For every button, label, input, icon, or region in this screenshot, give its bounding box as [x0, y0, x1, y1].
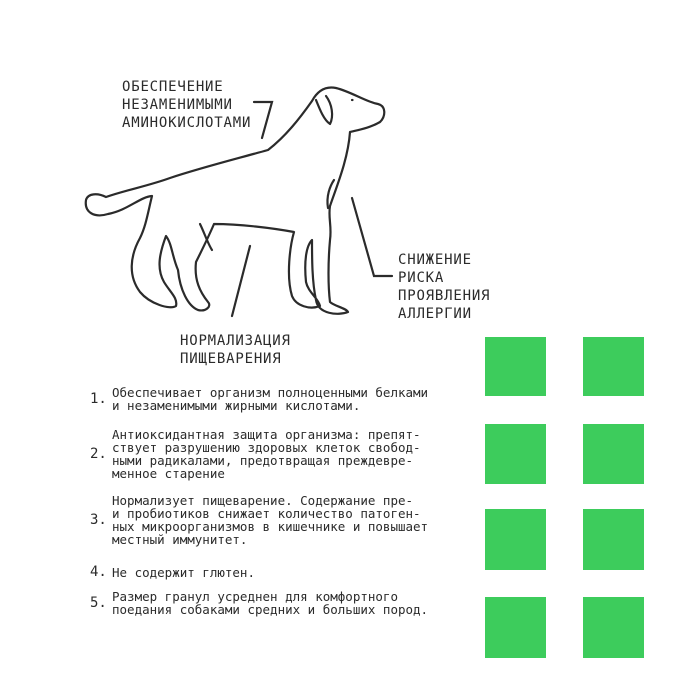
- green-swatch: [583, 337, 644, 396]
- callout-leader-lines: [0, 0, 700, 340]
- callout-allergy: СНИЖЕНИЕ РИСКА ПРОЯВЛЕНИЯ АЛЛЕРГИИ: [398, 252, 491, 322]
- benefit-item-3: [90, 494, 485, 546]
- benefit-text: Нормализует пищеварение. Содержание пре- и пробиотиков снижает количество патоген- ных микроорганизмов в кишечнике и повышает местный иммунитет.: [112, 493, 429, 547]
- amino-leader-line: [254, 102, 272, 138]
- green-swatch: [583, 597, 644, 658]
- benefit-text: Не содержит глютен.: [112, 564, 255, 580]
- benefit-item-4: [90, 564, 485, 580]
- allergy-leader-line: [352, 198, 392, 276]
- green-swatch: [485, 597, 546, 658]
- digestion-leader-line: [232, 246, 250, 316]
- green-swatch: [583, 424, 644, 484]
- benefit-number: 4.: [90, 564, 107, 580]
- benefit-number: 1.: [90, 391, 107, 407]
- benefit-item-2: [90, 428, 485, 480]
- benefit-number: 3.: [90, 512, 107, 528]
- green-swatch: [485, 509, 546, 570]
- green-swatch: [485, 337, 546, 396]
- benefit-text: Размер гранул усреднен для комфортного поедания собаками средних и больших пород.: [112, 589, 429, 617]
- benefit-number: 5.: [90, 595, 107, 611]
- green-swatch: [485, 424, 546, 484]
- green-swatch: [583, 509, 644, 570]
- benefit-text: Обеспечивает организм полноценными белками и незаменимыми жирными кислотами.: [112, 385, 429, 413]
- callout-amino: ОБЕСПЕЧЕНИЕ НЕЗАМЕНИМЫМИ АМИНОКИСЛОТАМИ: [122, 79, 252, 131]
- benefit-text: Антиоксидантная защита организма: препят- ствует разрушению здоровых клеток свобод- ными радикалами, предотвращая преждевре- менное старение: [112, 427, 421, 481]
- callout-digestion: НОРМАЛИЗАЦИЯ ПИЩЕВАРЕНИЯ: [180, 333, 291, 367]
- benefit-number: 2.: [90, 446, 107, 462]
- benefit-item-5: [90, 590, 485, 616]
- benefit-item-1: [90, 386, 485, 412]
